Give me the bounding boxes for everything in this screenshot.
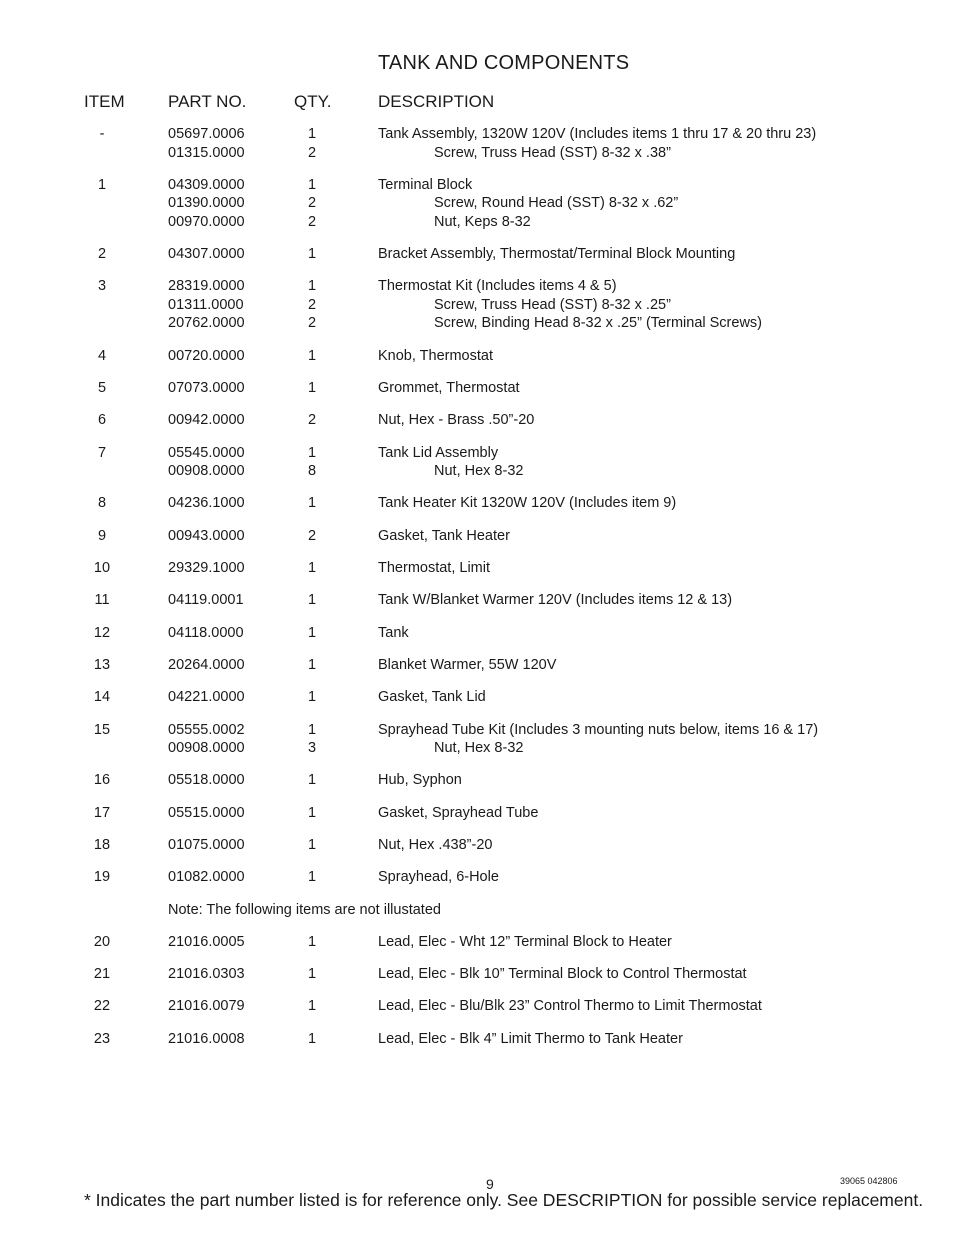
description-cell [378,176,678,232]
item-number: 22 [93,998,111,1015]
item-number: 17 [93,804,111,821]
description-cell [378,836,492,855]
item-number: 4 [97,347,107,364]
quantity-cell [306,1030,318,1049]
item-number: 9 [97,527,107,544]
table-row [0,836,954,855]
description-cell [378,933,672,952]
quantity: 1 [307,126,317,142]
quantity: 1 [307,869,317,886]
part-number-cell [168,245,245,264]
description: Sprayhead Tube Kit (Includes 3 mounting nuts below, items 16 & 17) [378,721,819,738]
description-cell [378,997,762,1016]
table-row [0,868,954,887]
description-cell [378,721,818,758]
quantity-cell [306,347,318,366]
quantity: 2 [307,527,317,544]
description-cell [378,347,493,366]
part-number: 00942.0000 [168,412,245,429]
table-row [0,771,954,790]
item-number: - [99,126,105,142]
table-row [0,245,954,264]
quantity: 1 [307,1030,317,1047]
table-note [0,901,954,920]
table-row [0,411,954,430]
item-number: 20 [93,933,111,950]
item-number: 8 [97,495,107,512]
description: Screw, Truss Head (SST) 8-32 x .38” [434,144,671,161]
item-number: 12 [93,624,111,641]
item-number: 5 [97,380,107,396]
part-number-cell [168,527,245,546]
quantity-cell [306,444,318,481]
table-row [0,721,954,758]
part-number: 20264.0000 [168,656,245,673]
description-cell [378,1030,683,1049]
part-number: 05518.0000 [168,772,245,789]
description: Nut, Keps 8-32 [434,213,531,230]
item-number: 16 [93,772,111,789]
quantity: 1 [307,592,317,609]
part-number-cell [168,559,245,578]
description-cell [378,494,676,513]
page-title: TANK AND COMPONENTS [378,52,630,74]
part-number: 05697.0006 [168,126,245,142]
quantity-cell [306,411,318,430]
description: Gasket, Sprayhead Tube [378,804,539,821]
description-cell [378,771,462,790]
item-number: 1 [97,176,107,193]
table-row [0,933,954,952]
quantity-cell [306,721,318,758]
description: Gasket, Tank Lid [378,689,486,706]
quantity-cell [306,591,318,610]
table-row [0,965,954,984]
quantity: 2 [307,296,317,313]
column-header-description: DESCRIPTION [378,92,495,111]
quantity: 8 [307,463,317,480]
table-row [0,444,954,481]
quantity-cell [306,804,318,823]
part-number-cell [168,494,245,513]
item-number: 3 [97,278,107,295]
table-row [0,125,954,162]
table-row [0,804,954,823]
part-number-cell [168,804,245,823]
quantity-cell [306,176,318,232]
quantity-cell [306,277,318,333]
quantity-cell [306,527,318,546]
table-row [0,277,954,333]
description: Screw, Binding Head 8-32 x .25” (Terminal Screws) [434,315,762,332]
description-cell [378,125,816,162]
quantity-cell [306,965,318,984]
item-number: 19 [93,869,111,886]
part-number-cell [168,836,245,855]
table-row [0,347,954,366]
table-row [0,379,954,398]
quantity: 1 [307,933,317,950]
quantity: 1 [307,966,317,983]
description: Nut, Hex 8-32 [434,463,524,480]
table-row [0,591,954,610]
part-number-cell [168,591,244,610]
quantity-cell [306,656,318,675]
item-number: 7 [97,444,107,461]
footnote: * Indicates the part number listed is for reference only. See DESCRIPTION for possible service replacement. [84,1190,924,1210]
description-cell [378,411,534,430]
item-number: 13 [93,656,111,673]
table-row [0,656,954,675]
quantity: 2 [307,144,317,161]
part-number: 00970.0000 [168,213,245,230]
quantity: 1 [307,721,317,738]
description: Nut, Hex 8-32 [434,740,524,756]
item-number: 21 [93,966,111,983]
quantity: 1 [307,998,317,1015]
part-number-cell [168,624,244,643]
item-number: 2 [97,246,107,263]
part-number-cell [168,411,245,430]
description: Nut, Hex .438”-20 [378,836,493,853]
description: Tank Heater Kit 1320W 120V (Includes item 9) [378,495,677,512]
description: Gasket, Tank Heater [378,527,510,544]
description: Lead, Elec - Blu/Blk 23” Control Thermo to Limit Thermostat [378,998,762,1015]
quantity: 1 [307,656,317,673]
description: Tank [378,624,409,641]
description: Nut, Hex - Brass .50”-20 [378,412,535,429]
quantity: 1 [307,495,317,512]
column-header-qty: QTY. [294,92,332,111]
part-number: 04309.0000 [168,176,245,193]
description-cell [378,559,490,578]
table-row [0,176,954,232]
table-row [0,688,954,707]
quantity: 1 [307,772,317,789]
quantity-cell [306,494,318,513]
quantity-cell [306,559,318,578]
part-number: 21016.0079 [168,998,245,1015]
document-code: 39065 042806 [840,1176,898,1186]
description-cell [378,277,762,333]
description: Tank Assembly, 1320W 120V (Includes items 1 thru 17 & 20 thru 23) [378,126,817,142]
description-cell [378,527,510,546]
table-row [0,1030,954,1049]
item-number: 15 [93,721,111,738]
part-number: 04119.0001 [168,592,244,609]
description: Hub, Syphon [378,772,462,789]
part-number: 01082.0000 [168,869,245,886]
part-number-cell [168,176,245,232]
part-number: 20762.0000 [168,315,245,332]
part-number: 00908.0000 [168,463,245,480]
quantity: 1 [307,246,317,263]
quantity: 1 [307,444,317,461]
quantity: 1 [307,624,317,641]
description-cell [378,624,409,643]
part-number: 00720.0000 [168,347,245,364]
part-number-cell [168,933,245,952]
part-number: 01390.0000 [168,195,245,212]
description: Screw, Round Head (SST) 8-32 x .62” [434,195,679,212]
quantity: 1 [307,836,317,853]
quantity-cell [306,245,318,264]
part-number: 00908.0000 [168,740,245,756]
description: Tank W/Blanket Warmer 120V (Includes items 12 & 13) [378,592,733,609]
quantity-cell [306,125,318,162]
part-number-cell [168,444,245,481]
item-number: 23 [93,1030,111,1047]
description-cell [378,965,747,984]
table-row [0,559,954,578]
part-number-cell [168,379,245,398]
part-number: 00943.0000 [168,527,245,544]
description-cell [378,804,538,823]
part-number: 28319.0000 [168,278,245,295]
part-number-cell [168,347,245,366]
part-number: 04307.0000 [168,246,245,263]
part-number-cell [168,965,245,984]
item-number: 11 [94,592,110,609]
part-number: 04118.0000 [168,624,244,641]
part-number: 01311.0000 [168,296,244,313]
quantity-cell [306,771,318,790]
quantity: 2 [307,412,317,429]
quantity-cell [306,868,318,887]
description: Lead, Elec - Blk 10” Terminal Block to Control Thermostat [378,966,747,983]
part-number: 01075.0000 [168,836,245,853]
table-row [0,494,954,513]
quantity: 1 [307,804,317,821]
description: Thermostat, Limit [378,560,490,576]
item-number: 10 [93,560,111,576]
description-cell [378,444,523,481]
part-number: 07073.0000 [168,380,245,396]
item-number: 6 [97,412,107,429]
part-number-cell [168,868,245,887]
part-number: 29329.1000 [168,560,245,576]
column-header-item: ITEM [84,92,125,111]
page-number: 9 [486,1176,494,1192]
description: Knob, Thermostat [378,347,493,364]
description: Grommet, Thermostat [378,380,520,396]
part-number-cell [168,688,245,707]
description: Tank Lid Assembly [378,444,499,461]
quantity-cell [306,997,318,1016]
note-text: Note: The following items are not illustated [168,901,441,918]
part-number-cell [168,997,245,1016]
quantity: 1 [307,689,317,706]
part-number-cell [168,277,245,333]
quantity: 3 [307,740,317,756]
description-cell [378,591,732,610]
quantity: 2 [307,315,317,332]
quantity: 1 [307,560,317,576]
part-number-cell [168,125,245,162]
part-number: 21016.0005 [168,933,245,950]
description: Lead, Elec - Blk 4” Limit Thermo to Tank Heater [378,1030,683,1047]
part-number: 05555.0002 [168,721,245,738]
description-cell [378,656,556,675]
item-number: 14 [93,689,111,706]
quantity-cell [306,624,318,643]
part-number-cell [168,771,245,790]
part-number: 04221.0000 [168,689,245,706]
part-number: 05545.0000 [168,444,245,461]
quantity-cell [306,688,318,707]
part-number: 01315.0000 [168,144,245,161]
description: Sprayhead, 6-Hole [378,869,499,886]
quantity: 1 [307,176,317,193]
part-number-cell [168,656,245,675]
table-row [0,527,954,546]
description: Terminal Block [378,176,473,193]
quantity: 1 [307,380,317,396]
part-number: 04236.1000 [168,495,245,512]
quantity-cell [306,836,318,855]
quantity: 2 [307,213,317,230]
description-cell [378,379,520,398]
description-cell [378,245,735,264]
column-header-part-no: PART NO. [168,92,247,111]
description: Thermostat Kit (Includes items 4 & 5) [378,278,617,295]
description: Blanket Warmer, 55W 120V [378,656,557,673]
description: Bracket Assembly, Thermostat/Terminal Block Mounting [378,246,736,263]
table-row [0,997,954,1016]
part-number: 21016.0303 [168,966,245,983]
quantity: 1 [307,278,317,295]
description: Screw, Truss Head (SST) 8-32 x .25” [434,296,671,313]
part-number: 21016.0008 [168,1030,245,1047]
quantity: 2 [307,195,317,212]
quantity-cell [306,379,318,398]
part-number-cell [168,721,245,758]
quantity: 1 [307,347,317,364]
part-number-cell [168,1030,245,1049]
item-number: 18 [93,836,111,853]
table-row [0,624,954,643]
description: Lead, Elec - Wht 12” Terminal Block to Heater [378,933,672,950]
part-number: 05515.0000 [168,804,245,821]
description-cell [378,868,499,887]
quantity-cell [306,933,318,952]
description-cell [378,688,486,707]
